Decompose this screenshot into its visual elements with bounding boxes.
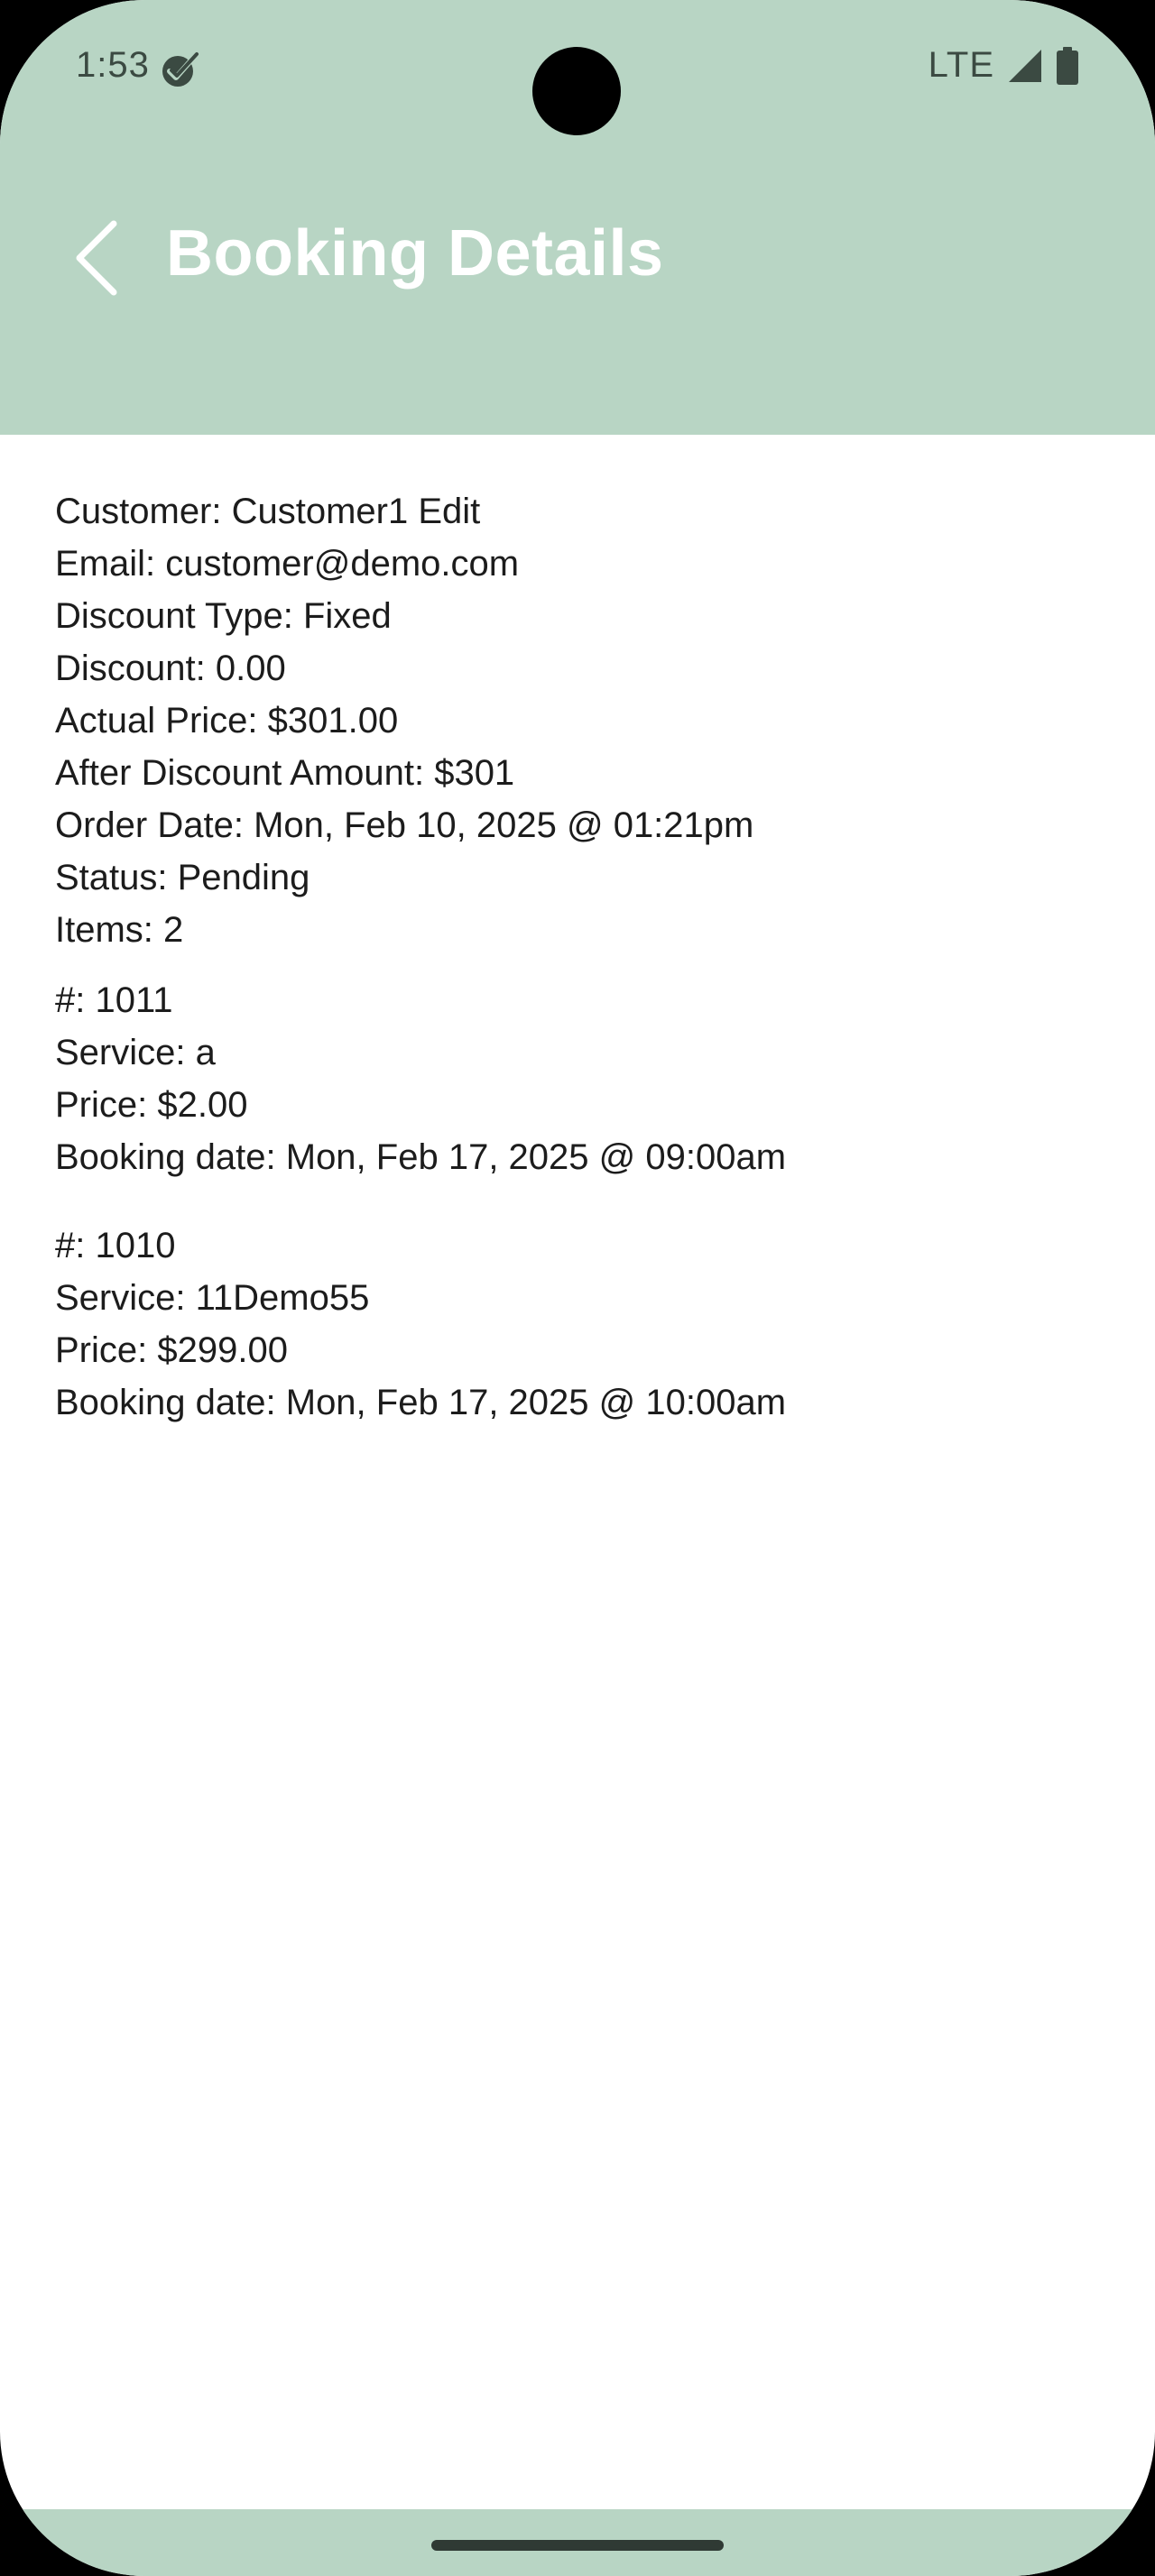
- item-booking-date: Booking date: Mon, Feb 17, 2025 @ 10:00am: [55, 1383, 787, 1422]
- item-price: Price: $2.00: [55, 1085, 248, 1125]
- app-check-icon: [159, 49, 200, 90]
- status-indicators: [929, 45, 1079, 86]
- discount-type-line: Discount Type: Fixed: [55, 596, 392, 636]
- actual-price-line: Actual Price: $301.00: [55, 701, 399, 741]
- booking-summary: [55, 485, 1102, 956]
- item-price: Price: $299.00: [55, 1330, 288, 1370]
- status-line: Status: Pending: [55, 858, 310, 897]
- booking-details: [55, 485, 1102, 1429]
- home-indicator[interactable]: [431, 2540, 724, 2551]
- page-title: Booking Details: [166, 217, 664, 290]
- back-button[interactable]: [61, 213, 130, 303]
- email-line: Email: customer@demo.com: [55, 544, 520, 584]
- item-number: #: 1010: [55, 1226, 176, 1265]
- customer-line: Customer: Customer1 Edit: [55, 492, 481, 531]
- status-time: 1:53: [76, 45, 150, 85]
- discount-line: Discount: 0.00: [55, 649, 286, 688]
- app-header: [0, 0, 1155, 435]
- item-booking-date: Booking date: Mon, Feb 17, 2025 @ 09:00am: [55, 1137, 787, 1177]
- booking-item: [55, 974, 1102, 1183]
- chevron-left-icon: [72, 218, 119, 298]
- item-number: #: 1011: [55, 980, 173, 1020]
- after-discount-line: After Discount Amount: $301: [55, 753, 515, 793]
- item-service: Service: 11Demo55: [55, 1278, 370, 1318]
- item-service: Service: a: [55, 1033, 216, 1072]
- network-label: LTE: [928, 45, 994, 85]
- camera-cutout: [532, 47, 621, 135]
- order-date-line: Order Date: Mon, Feb 10, 2025 @ 01:21pm: [55, 805, 754, 845]
- booking-item: [55, 1219, 1102, 1429]
- signal-icon: [1007, 48, 1043, 84]
- items-count-line: Items: 2: [55, 910, 184, 950]
- battery-icon: [1056, 47, 1079, 85]
